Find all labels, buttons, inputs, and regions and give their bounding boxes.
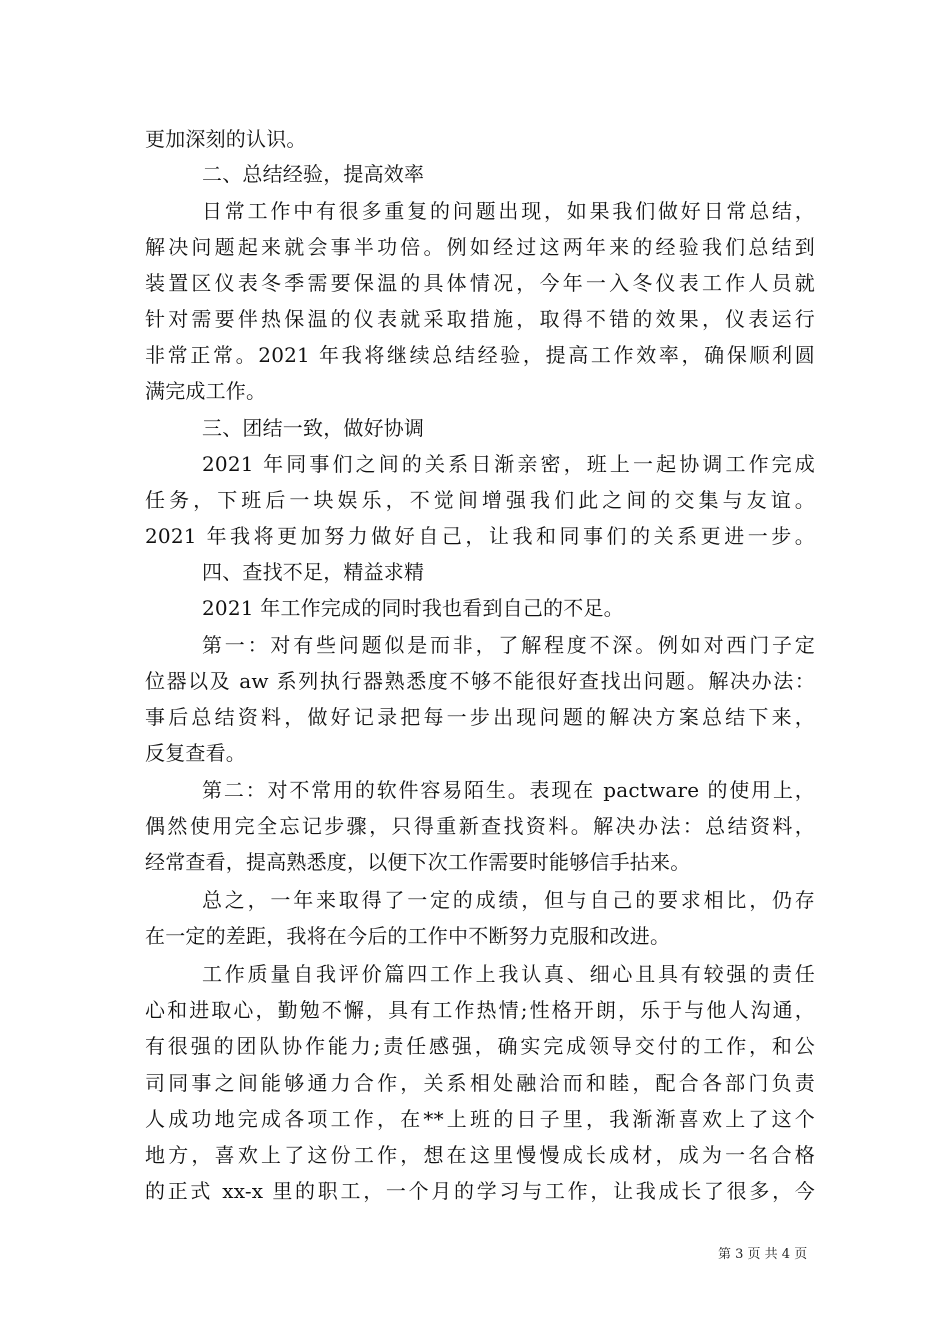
- text-line: 更加深刻的认识。: [145, 127, 307, 151]
- text-line: 人成功地完成各项工作，在**上班的日子里，我渐渐喜欢上了这个: [145, 1107, 815, 1131]
- text-line: 2021 年我将更加努力做好自己，让我和同事们的关系更进一步。: [145, 524, 815, 548]
- text-line: 任务，下班后一块娱乐，不觉间增强我们此之间的交集与友谊。: [145, 488, 815, 512]
- text-line: 满完成工作。: [145, 379, 267, 403]
- section-heading: 三、团结一致，做好协调: [202, 416, 425, 440]
- text-line: 解决问题起来就会事半功倍。例如经过这两年来的经验我们总结到: [145, 235, 815, 259]
- text-line: 非常正常。2021 年我将继续总结经验，提高工作效率，确保顺利圆: [145, 343, 815, 367]
- text-line: 经常查看，提高熟悉度，以便下次工作需要时能够信手拈来。: [145, 850, 691, 874]
- text-line: 2021 年同事们之间的关系日渐亲密，班上一起协调工作完成: [202, 452, 815, 476]
- text-line: 反复查看。: [145, 741, 246, 765]
- text-line: 在一定的差距，我将在今后的工作中不断努力克服和改进。: [145, 924, 671, 948]
- text-line: 心和进取心，勤勉不懈，具有工作热情;性格开朗，乐于与他人沟通，: [145, 998, 815, 1022]
- page-number: 第 3 页 共 4 页: [718, 1247, 808, 1262]
- text-line: 偶然使用完全忘记步骤，只得重新查找资料。解决办法：总结资料，: [145, 814, 815, 838]
- text-line: 第一：对有些问题似是而非，了解程度不深。例如对西门子定: [202, 633, 815, 657]
- section-heading: 二、总结经验，提高效率: [202, 162, 425, 186]
- text-line: 工作质量自我评价篇四工作上我认真、细心且具有较强的责任: [202, 962, 815, 986]
- text-line: 第二：对不常用的软件容易陌生。表现在 pactware 的使用上，: [202, 778, 815, 802]
- text-line: 日常工作中有很多重复的问题出现，如果我们做好日常总结，: [202, 199, 815, 223]
- text-line: 司同事之间能够通力合作，关系相处融洽而和睦，配合各部门负责: [145, 1071, 815, 1095]
- text-line: 地方，喜欢上了这份工作，想在这里慢慢成长成材，成为一名合格: [145, 1143, 815, 1167]
- text-line: 总之，一年来取得了一定的成绩，但与自己的要求相比，仍存: [202, 888, 815, 912]
- text-line: 针对需要伴热保温的仪表就采取措施，取得不错的效果，仪表运行: [145, 307, 815, 331]
- text-line: 装置区仪表冬季需要保温的具体情况，今年一入冬仪表工作人员就: [145, 271, 815, 295]
- text-line: 位器以及 aw 系列执行器熟悉度不够不能很好查找出问题。解决办法：: [145, 669, 815, 693]
- text-line: 事后总结资料，做好记录把每一步出现问题的解决方案总结下来，: [145, 705, 815, 729]
- text-line: 的正式 xx-x 里的职工，一个月的学习与工作，让我成长了很多，今: [145, 1179, 815, 1203]
- text-line: 2021 年工作完成的同时我也看到自己的不足。: [202, 596, 624, 620]
- section-heading: 四、查找不足，精益求精: [202, 560, 425, 584]
- text-line: 有很强的团队协作能力;责任感强，确实完成领导交付的工作，和公: [145, 1034, 815, 1058]
